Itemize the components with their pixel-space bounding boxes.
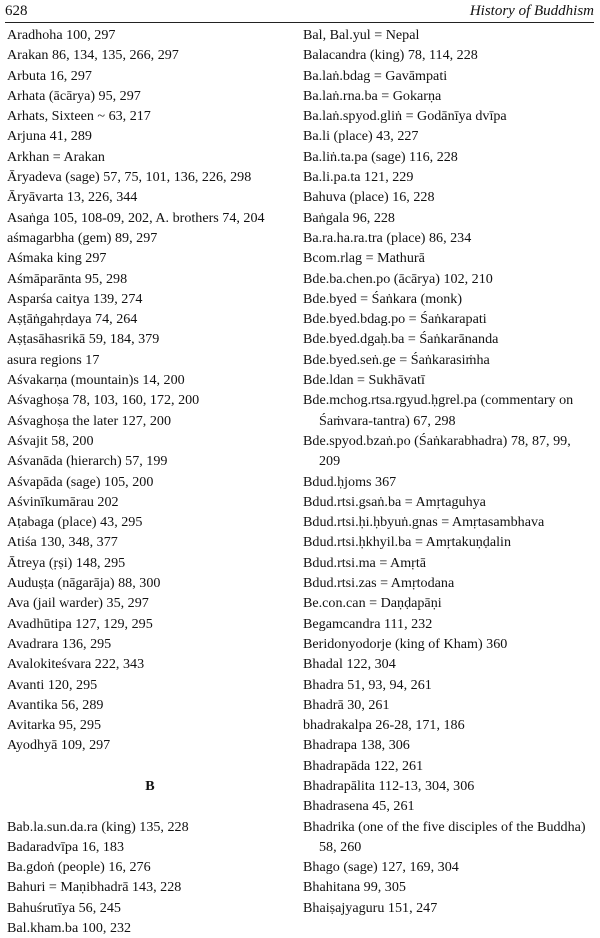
index-entry: Bhago (sage) 127, 169, 304 [303,859,459,876]
index-entry: Ba.li (place) 43, 227 [303,128,419,145]
index-entry: Bdud.rtsi.ḥi.ḥbyuṅ.gnas = Amṛtasambhava [303,514,545,531]
index-entry: Bde.spyod.bzaṅ.po (Śaṅkarabhadra) 78, 87, 99, 209 [303,432,571,470]
running-title: History of Buddhism [469,3,594,19]
index-entry: Aradhoha 100, 297 [7,27,116,43]
section-gap [7,756,293,776]
index-entry: Āryāvarta 13, 226, 344 [7,189,138,206]
index-entry: Ba.gdoṅ (people) 16, 276 [7,859,151,876]
index-entry: Bde.mchog.rtsa.rgyud.ḥgrel.pa (commentary on Śaṁvara-tantra) 67, 298 [303,392,574,429]
index-entry: Aśmāparānta 95, 298 [7,270,128,287]
index-entries-a [7,25,293,756]
index-entry: Bde.byed = Śaṅkara (monk) [303,290,463,307]
index-entry: Bdud.rtsi.ma = Amṛtā [303,554,427,571]
index-entry: Bdud.ḥjoms 367 [303,473,397,490]
index-entry: Bde.byed.dgaḥ.ba = Śaṅkarānanda [303,331,499,348]
section-letter: B [145,777,155,794]
index-entry: Be.con.can = Daṇḍapāṇi [303,595,442,612]
index-entry: Ba.laṅ.spyod.gliṅ = Godānīya dvīpa [303,108,507,125]
index-entry: Bcom.rlag = Mathurā [303,250,425,267]
index-entry: Ayodhyā 109, 297 [7,737,111,754]
index-entry: Asaṅga 105, 108-09, 202, A. brothers 74, 204 [7,209,265,226]
index-entry: Bhadrapāda 122, 261 [303,757,424,774]
index-entry: Bde.ba.chen.po (ācārya) 102, 210 [303,270,493,287]
header-rule [5,22,594,23]
index-entry: Asparśa caitya 139, 274 [7,290,143,307]
index-entry: Avalokiteśvara 222, 343 [7,656,145,673]
index-entry: Bal, Bal.yul = Nepal [303,27,420,43]
index-entry: Avanti 120, 295 [7,676,98,693]
index-entry: Arjuna 41, 289 [7,128,92,145]
index-entry: bhadrakalpa 26-28, 171, 186 [303,717,465,734]
index-entry: Ba.li.pa.ta 121, 229 [303,169,414,186]
index-entry: Avitarka 95, 295 [7,717,102,734]
index-entry: Ba.liṅ.ta.pa (sage) 116, 228 [303,148,458,165]
page-header [5,3,594,23]
index-entry: Begamcandra 111, 232 [303,615,433,632]
index-entry: Ātreya (ṛṣi) 148, 295 [7,554,126,571]
index-entry: Aśvaghoṣa the later 127, 200 [7,412,171,429]
index-entry: Āryadeva (sage) 57, 75, 101, 136, 226, 298 [7,169,252,186]
index-entry: Bde.ldan = Sukhāvatī [303,372,425,389]
index-entry: Bdud.rtsi.ḥkhyil.ba = Amṛtakuṇḍalin [303,534,511,551]
index-entry: Balacandra (king) 78, 114, 228 [303,47,478,64]
index-entry: Aśvakarṇa (mountain)s 14, 200 [7,372,185,389]
index-entry: Baṅgala 96, 228 [303,209,395,226]
index-entry: Bal.kham.ba 100, 232 [7,920,132,937]
index-entry: Aśvapāda (sage) 105, 200 [7,473,154,490]
index-entry: Aśvajit 58, 200 [7,432,94,449]
index-entry: Avadrara 136, 295 [7,635,112,652]
index-entry: Bdud.rtsi.gsaṅ.ba = Amṛtaguhya [303,493,486,510]
index-entry: Bde.byed.seṅ.ge = Śaṅkarasiṁha [303,351,490,368]
index-entry: Bhaiṣajyaguru 151, 247 [303,899,438,916]
index-entry: asura regions 17 [7,351,100,368]
index-entry: Beridonyodorje (king of Kham) 360 [303,635,508,652]
index-entry: Ava (jail warder) 35, 297 [7,595,149,612]
index-entry: Arkhan = Arakan [7,148,105,165]
index-entry: Bhadrapa 138, 306 [303,737,410,754]
index-entry: Ba.ra.ha.ra.tra (place) 86, 234 [303,229,472,246]
index-entry: Aśvinīkumārau 202 [7,493,119,510]
index-entry: Aṣṭāṅgahṛdaya 74, 264 [7,311,138,328]
index-entry: Arbuta 16, 297 [7,67,92,84]
index-entry: Bhadrapālita 112-13, 304, 306 [303,777,475,794]
index-entry: Avadhūtipa 127, 129, 295 [7,615,153,632]
index-entry: Ba.laṅ.bdag = Gavāmpati [303,67,448,84]
index-entry: Atiśa 130, 348, 377 [7,534,118,551]
index-entry: Bab.la.sun.da.ra (king) 135, 228 [7,818,189,835]
section-gap [7,796,293,816]
index-entry: Bahuśrutīya 56, 245 [7,899,121,916]
index-entry: Arakan 86, 134, 135, 266, 297 [7,47,179,64]
index-column-left [7,25,293,938]
index-entry: aśmagarbha (gem) 89, 297 [7,229,158,246]
index-entry: Bhadra 51, 93, 94, 261 [303,676,432,693]
index-entry: Arhats, Sixteen ~ 63, 217 [7,108,151,125]
page-number: 628 [5,3,28,19]
index-entry: Ba.laṅ.rna.ba = Gokarṇa [303,87,442,104]
index-entry: Aśvaghoṣa 78, 103, 160, 172, 200 [7,392,200,409]
index-entry: Bahuva (place) 16, 228 [303,189,435,206]
index-entry: Auduṣṭa (nāgarāja) 88, 300 [7,575,161,592]
index-column-right [303,25,595,918]
index-entry: Aṣṭasāhasrikā 59, 184, 379 [7,331,160,348]
index-entry: Bhadrā 30, 261 [303,696,390,713]
index-entry: Bhadrasena 45, 261 [303,798,415,815]
index-entry: Bhadal 122, 304 [303,656,396,673]
index-entry: Bhadrika (one of the five disciples of the Buddha) 58, 260 [303,818,586,855]
index-entry: Bahuri = Maṇibhadrā 143, 228 [7,879,182,896]
index-entry: Bde.byed.bdag.po = Śaṅkarapati [303,311,487,328]
index-entry: Arhata (ācārya) 95, 297 [7,87,141,104]
index-entry: Aśvanāda (hierarch) 57, 199 [7,453,168,470]
index-entry: Bdud.rtsi.zas = Amṛtodana [303,575,455,592]
index-entries-b [7,817,293,938]
index-entry: Avantika 56, 289 [7,696,104,713]
index-entry: Bhahitana 99, 305 [303,879,406,896]
index-entry: Aṭabaga (place) 43, 295 [7,514,143,531]
index-entry: Badaradvīpa 16, 183 [7,838,125,855]
index-entry: Aśmaka king 297 [7,250,107,267]
